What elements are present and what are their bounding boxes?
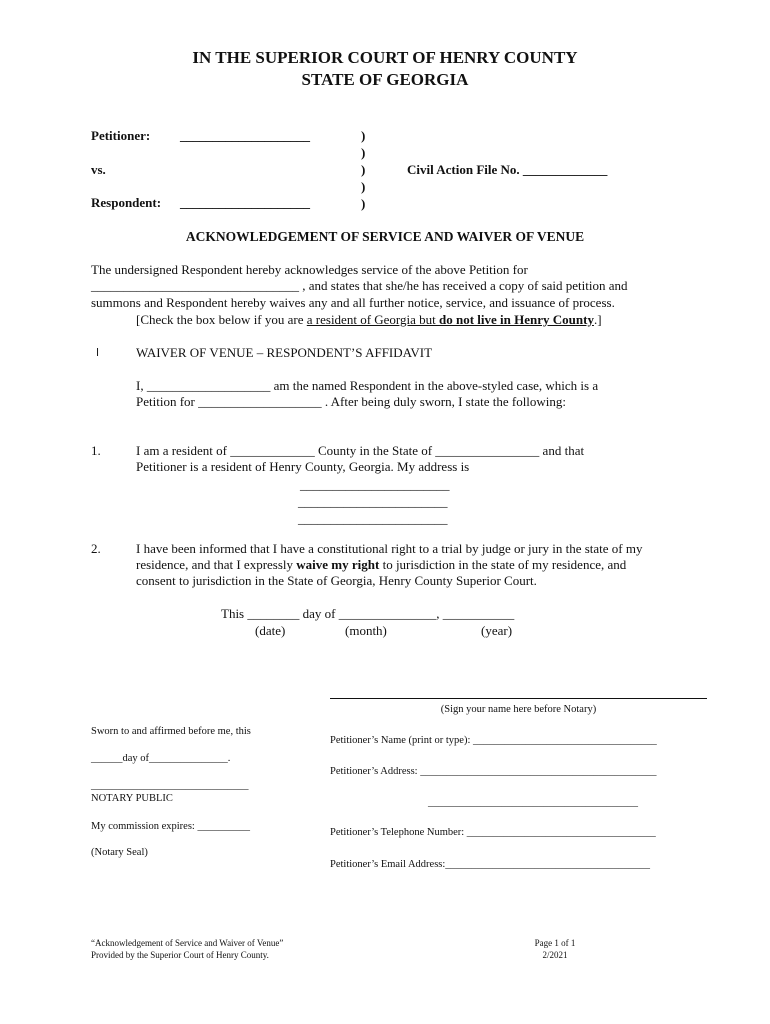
court-title: IN THE SUPERIOR COURT OF HENRY COUNTY <box>192 48 578 67</box>
item-1-line-1[interactable]: I am a resident of _____________ County in the State of ________________ and that <box>136 443 585 458</box>
affidavit-line-2[interactable]: Petition for ___________________ . After being duly sworn, I state the following: <box>136 394 567 409</box>
waiver-heading: WAIVER OF VENUE – RESPONDENT’S AFFIDAVIT <box>136 345 433 360</box>
caption-paren: ) <box>361 145 366 160</box>
item-1-line-2: Petitioner is a resident of Henry County, Georgia. My address is <box>136 459 470 474</box>
respondent-label: Respondent: <box>91 195 162 210</box>
petitioner-blank[interactable]: ____________________ <box>180 128 310 143</box>
footer-provider: Provided by the Superior Court of Henry County. <box>91 950 269 960</box>
petitioner-name-field[interactable]: Petitioner’s Name (print or type): ___________________________________ <box>330 735 657 746</box>
address-line[interactable]: _______________________ <box>300 477 450 492</box>
item-2-line-2 <box>136 557 626 573</box>
signature-line[interactable] <box>330 698 707 699</box>
footer-date: 2/2021 <box>542 950 568 960</box>
notary-signature-line[interactable]: ______________________________ <box>91 780 249 791</box>
item-2-line-3: consent to jurisdiction in the State of Georgia, Henry County Superior Court. <box>136 573 537 588</box>
sign-caption: (Sign your name here before Notary) <box>440 704 597 715</box>
notary-commission[interactable]: My commission expires: __________ <box>91 821 250 832</box>
item-2-line-1: I have been informed that I have a constitutional right to a trial by judge or jury in the state of my <box>136 541 643 556</box>
petitioner-email-field[interactable]: Petitioner’s Email Address:_______________________________________ <box>330 859 651 870</box>
notary-day-of[interactable]: ______day of_______________. <box>91 753 231 764</box>
caption-paren: ) <box>361 196 366 211</box>
checkbox-instruction-resident: a resident of Georgia but <box>306 312 440 327</box>
document-title: ACKNOWLEDGEMENT OF SERVICE AND WAIVER OF VENUE <box>185 229 585 244</box>
respondent-blank[interactable]: ____________________ <box>180 195 310 210</box>
date-line[interactable]: This ________ day of _______________, ___________ <box>221 606 515 621</box>
vs-label: vs. <box>91 162 106 177</box>
notary-public-label: NOTARY PUBLIC <box>91 793 173 804</box>
year-label: (year) <box>481 623 513 638</box>
address-line[interactable]: _______________________ <box>298 494 448 509</box>
notary-sworn: Sworn to and affirmed before me, this <box>91 726 251 737</box>
item-2-line-2-post: to jurisdiction in the state of my residence, and <box>379 557 627 572</box>
item-2-line-2-pre: residence, and that I expressly <box>136 557 297 572</box>
checkbox-instruction-not-henry: do not live in Henry County <box>439 312 594 327</box>
caption-paren: ) <box>361 179 366 194</box>
item-1-number: 1. <box>91 443 101 458</box>
petitioner-phone-field[interactable]: Petitioner’s Telephone Number: ____________________________________ <box>330 827 656 838</box>
intro-line-3: summons and Respondent hereby waives any and all further notice, service, and issuance of process. <box>91 295 615 310</box>
checkbox-instruction <box>136 312 602 328</box>
intro-line-1: The undersigned Respondent hereby acknowledges service of the above Petition for <box>91 262 528 277</box>
caption-paren: ) <box>361 128 366 143</box>
petitioner-address-field[interactable]: Petitioner’s Address: _____________________________________________ <box>330 766 657 777</box>
footer-form-name: “Acknowledgement of Service and Waiver of Venue” <box>91 938 284 948</box>
petitioner-address-line-2[interactable]: ________________________________________ <box>428 797 638 808</box>
address-line[interactable]: _______________________ <box>298 511 448 526</box>
footer-page-number: Page 1 of 1 <box>534 938 576 948</box>
waiver-checkbox[interactable]: l <box>96 346 100 359</box>
item-2-number: 2. <box>91 541 101 556</box>
caption-paren: ) <box>361 162 366 177</box>
affidavit-line-1[interactable]: I, ___________________ am the named Respondent in the above-styled case, which is a <box>136 378 599 393</box>
month-label: (month) <box>345 623 387 638</box>
date-label: (date) <box>255 623 286 638</box>
notary-seal: (Notary Seal) <box>91 847 148 858</box>
state-title: STATE OF GEORGIA <box>301 70 469 89</box>
petitioner-label: Petitioner: <box>91 128 151 143</box>
checkbox-instruction-pre: [Check the box below if you are <box>136 312 307 327</box>
civil-action-file-no[interactable]: Civil Action File No. _____________ <box>407 162 608 177</box>
checkbox-instruction-post: .] <box>593 312 602 327</box>
waive-my-right: waive my right <box>296 557 380 572</box>
intro-line-2[interactable]: ________________________________ , and states that she/he has received a copy of said petition and <box>91 278 628 293</box>
